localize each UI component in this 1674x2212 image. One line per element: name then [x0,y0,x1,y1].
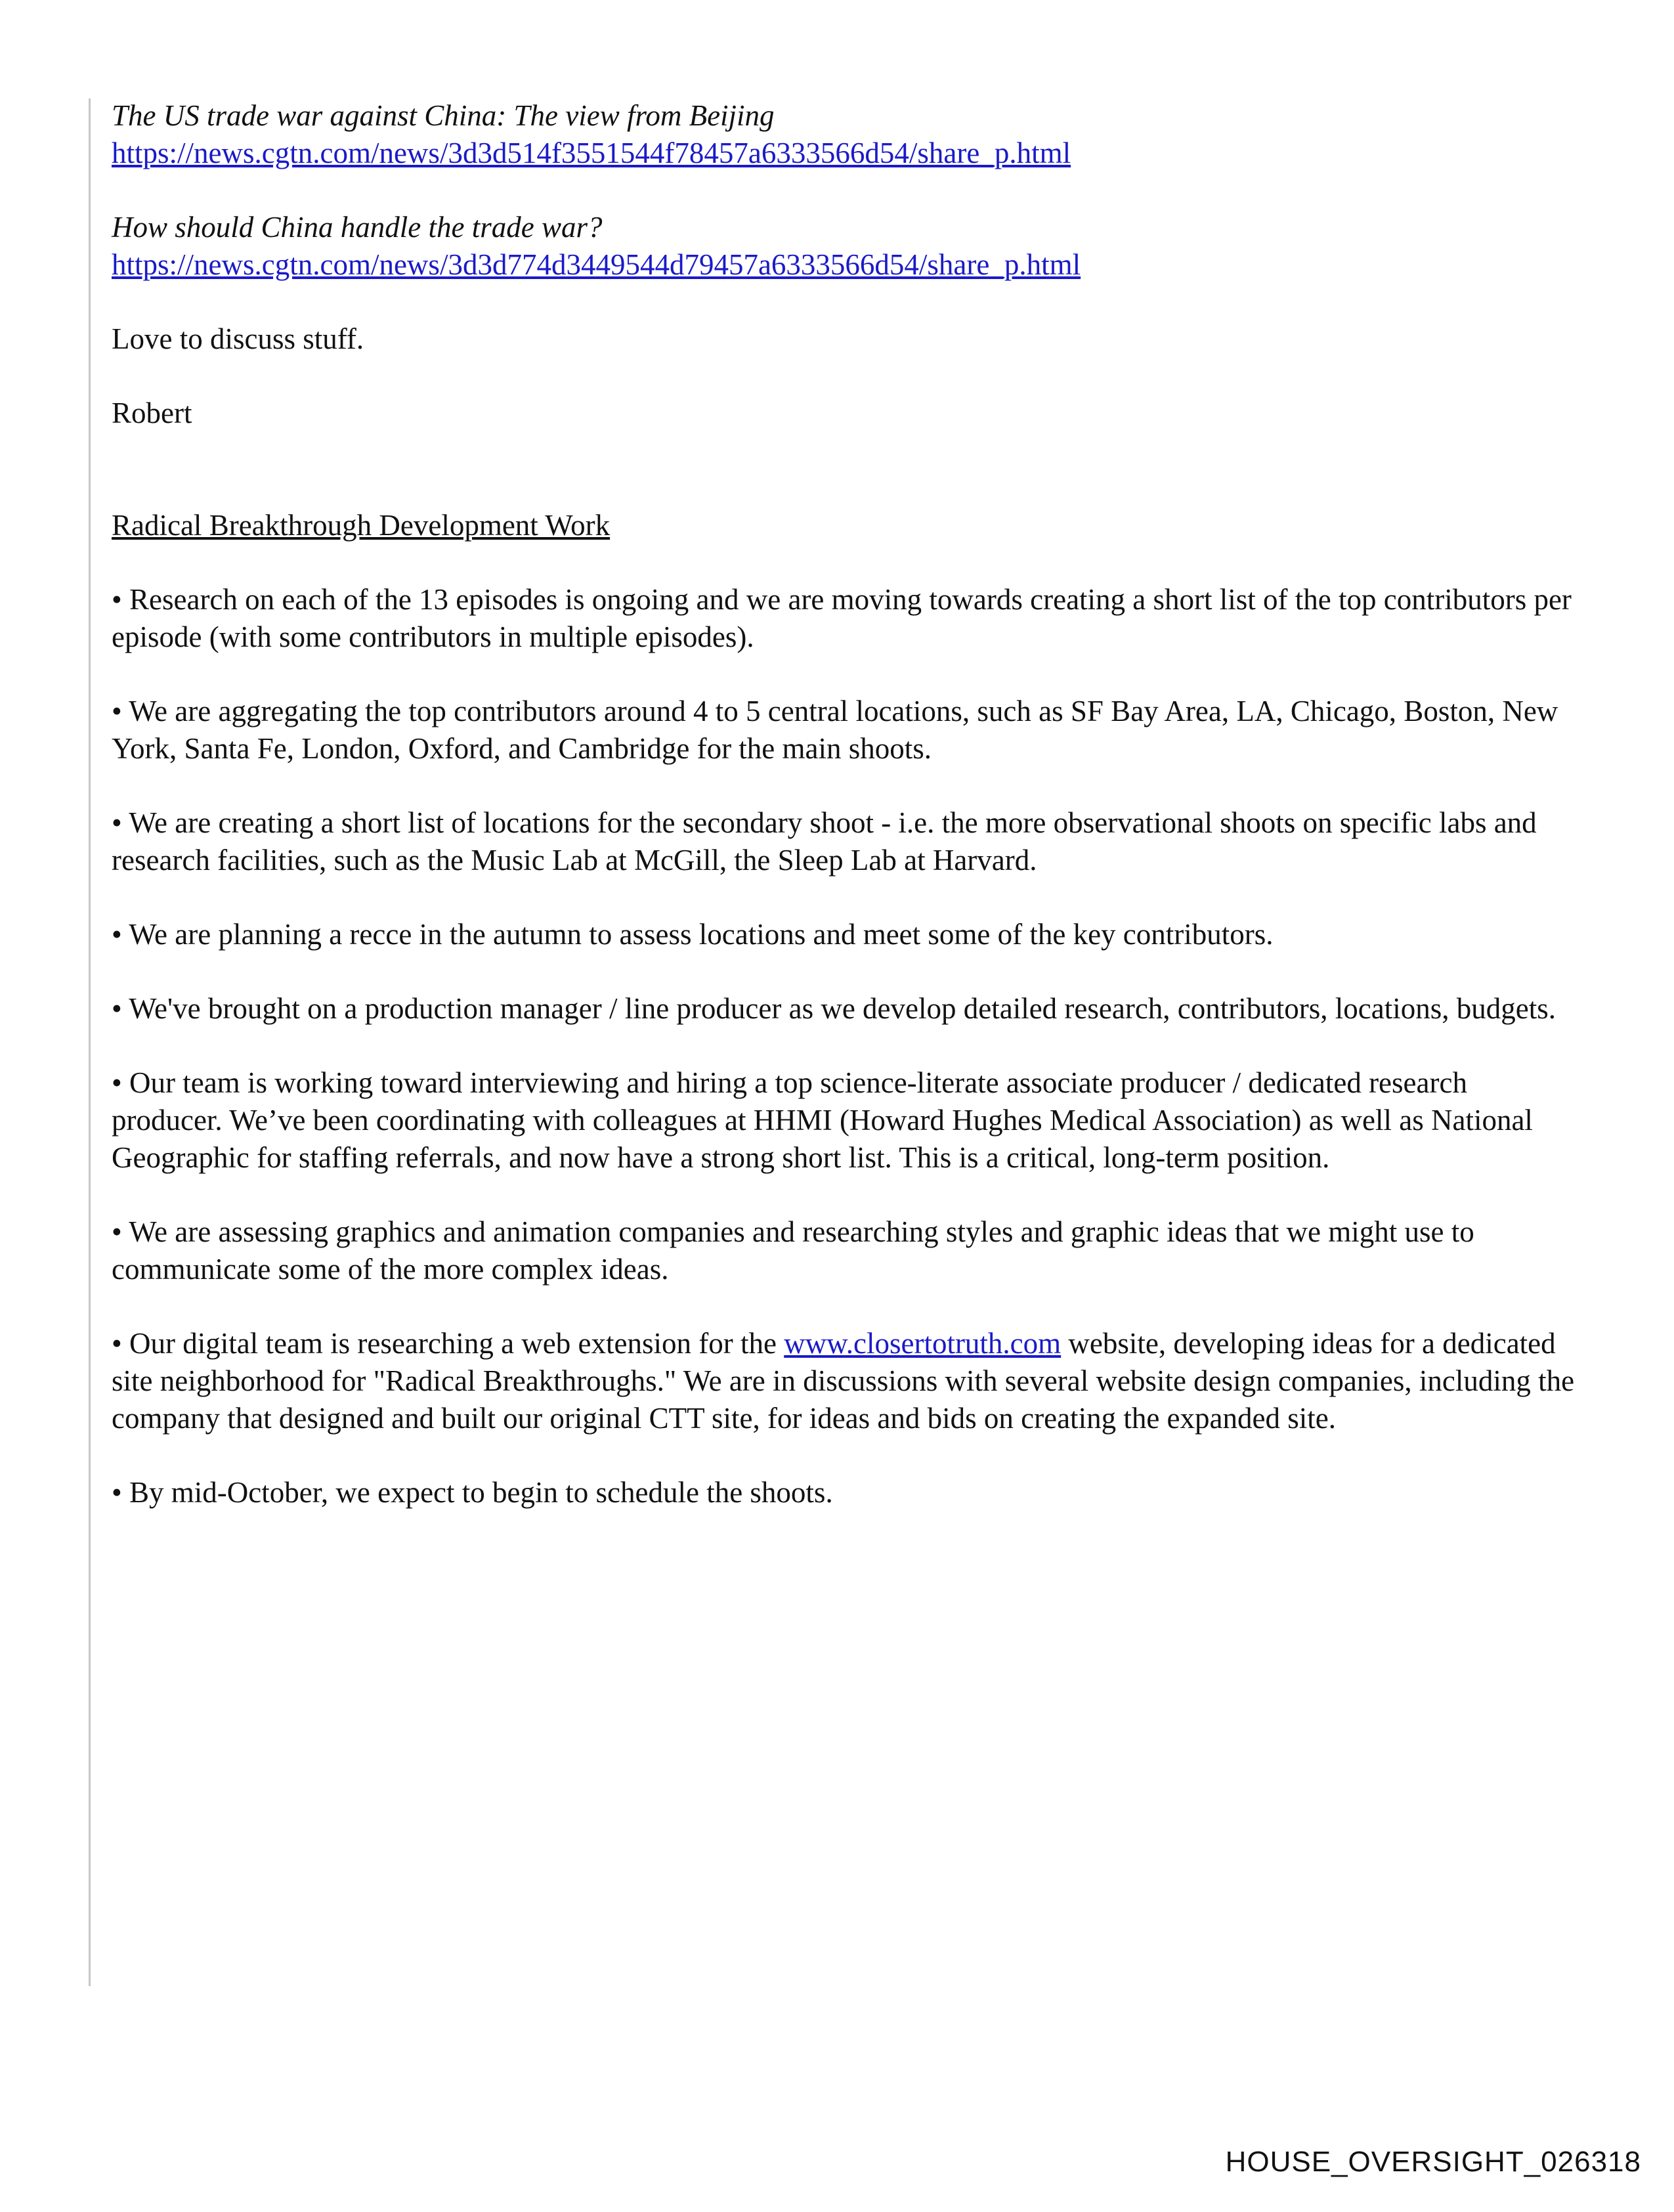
closing-line: Love to discuss stuff. [112,322,364,355]
quote-bar [89,98,91,1986]
closertotruth-link[interactable]: www.closertotruth.com [784,1327,1062,1360]
article-link-1[interactable]: https://news.cgtn.com/news/3d3d514f3551544f78457a6333566d54/share_p.html [112,137,1071,169]
email-body [112,97,1576,1511]
bullet-item: • We are aggregating the top contributors around 4 to 5 central locations, such as SF Bay Area, LA, Chicago, Boston, New York, Santa Fe, London, Oxford, and Cambridge for the main shoots. [112,695,1558,765]
bullet-item: • We are creating a short list of locations for the secondary shoot - i.e. the more observational shoots on specific labs and research facilities, such as the Music Lab at McGill, the Sleep Lab at Harvard. [112,806,1537,877]
bullet-item: • By mid-October, we expect to begin to schedule the shoots. [112,1476,833,1509]
bullet-item: • Our team is working toward interviewing and hiring a top science-literate associate producer / dedicated research producer. We’ve been coordinating with colleagues at HHMI (Howard Hughes Medical Association) as well as National Geographic for staffing referrals, and now have a strong short list. This is a critical, long-term position. [112,1066,1533,1174]
bullet-item: • We are planning a recce in the autumn to assess locations and meet some of the key contributors. [112,918,1274,951]
document-id: HOUSE_OVERSIGHT_026318 [1225,2146,1641,2178]
digital-text-after: website, developing ideas for a dedicated site neighborhood for "Radical Breakthroughs." We are in discussions with several website design companies, including the company that designed and built our original CTT site, for ideas and bids on creating the expanded site. [112,1327,1575,1435]
article-title-2: How should China handle the trade war? [112,211,603,244]
bullet-item: • We are assessing graphics and animation companies and researching styles and graphic ideas that we might use to communicate some of the more complex ideas. [112,1215,1474,1286]
bullet-item-digital [112,1325,1576,1437]
bullet-item: • Research on each of the 13 episodes is ongoing and we are moving towards creating a short list of the top contributors per episode (with some contributors in multiple episodes). [112,583,1572,653]
bullet-item: • We've brought on a production manager / line producer as we develop detailed research, contributors, locations, budgets. [112,992,1556,1025]
article-title-1: The US trade war against China: The view from Beijing [112,99,775,132]
signature: Robert [112,397,192,429]
digital-text-before: • Our digital team is researching a web extension for the [112,1327,784,1360]
section-heading: Radical Breakthrough Development Work [112,509,611,542]
article-link-2[interactable]: https://news.cgtn.com/news/3d3d774d3449544d79457a6333566d54/share_p.html [112,248,1081,281]
